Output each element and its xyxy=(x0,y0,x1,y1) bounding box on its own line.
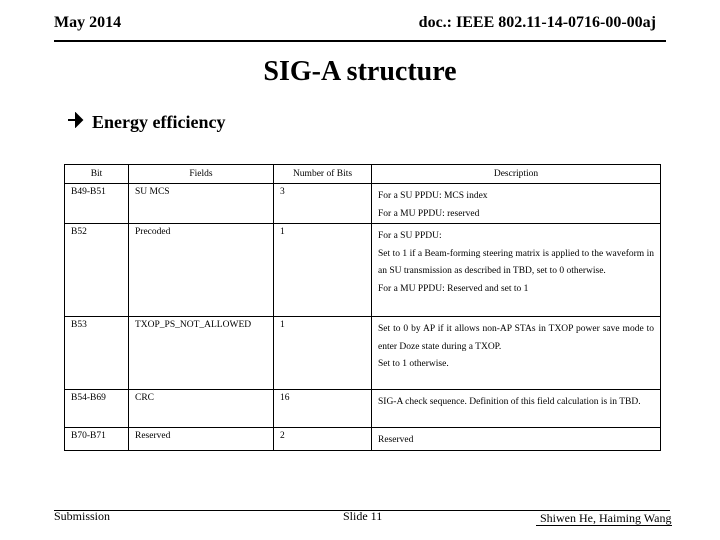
row-bits: 2 xyxy=(274,428,372,451)
row-bit: B52 xyxy=(65,224,129,317)
row-field: TXOP_PS_NOT_ALLOWED xyxy=(129,317,274,390)
header-date: May 2014 xyxy=(54,14,122,31)
header-fields: Fields xyxy=(129,165,274,184)
row-description: For a SU PPDU: MCS index For a MU PPDU: reserved xyxy=(372,184,661,224)
table-row xyxy=(65,224,661,317)
slide-title: SIG-A structure xyxy=(263,56,457,87)
header-description: Description xyxy=(372,165,661,184)
row-bits: 1 xyxy=(274,224,372,317)
sig-a-table xyxy=(64,164,661,451)
row-field: Precoded xyxy=(129,224,274,317)
row-bits: 1 xyxy=(274,317,372,390)
table-row xyxy=(65,184,661,224)
bullet-item xyxy=(66,112,225,133)
row-bit: B70-B71 xyxy=(65,428,129,451)
header-bit: Bit xyxy=(65,165,129,184)
header-doc-id: doc.: IEEE 802.11-14-0716-00-00aj xyxy=(418,14,656,31)
header-divider xyxy=(54,40,666,42)
row-bit: B54-B69 xyxy=(65,390,129,428)
footer-authors: Shiwen He, Haiming Wang xyxy=(540,511,672,525)
row-bits: 16 xyxy=(274,390,372,428)
footer-submission: Submission xyxy=(54,509,111,523)
row-description: Set to 0 by AP if it allows non-AP STAs in TXOP power save mode to enter Doze state during a TXOP. Set to 1 otherwise. xyxy=(372,317,661,390)
header-number-of-bits: Number of Bits xyxy=(274,165,372,184)
row-description: SIG-A check sequence. Definition of this field calculation is in TBD. xyxy=(372,390,661,428)
row-description: Reserved xyxy=(372,428,661,451)
footer-authors-underline xyxy=(536,525,672,526)
table-row xyxy=(65,390,661,428)
row-field: SU MCS xyxy=(129,184,274,224)
row-bit: B49-B51 xyxy=(65,184,129,224)
table-row xyxy=(65,317,661,390)
bullet-text: Energy efficiency xyxy=(92,112,226,132)
table-header-row xyxy=(65,165,661,184)
table-row xyxy=(65,428,661,451)
row-field: Reserved xyxy=(129,428,274,451)
arrow-bullet-icon xyxy=(66,112,84,133)
footer-slide-number: Slide 11 xyxy=(343,509,383,523)
row-bit: B53 xyxy=(65,317,129,390)
row-description: For a SU PPDU: Set to 1 if a Beam-forming steering matrix is applied to the waveform in an SU transmission as described in TBD, set to 0 otherwise. For a MU PPDU: Reserved and set to 1 xyxy=(372,224,661,317)
row-bits: 3 xyxy=(274,184,372,224)
row-field: CRC xyxy=(129,390,274,428)
